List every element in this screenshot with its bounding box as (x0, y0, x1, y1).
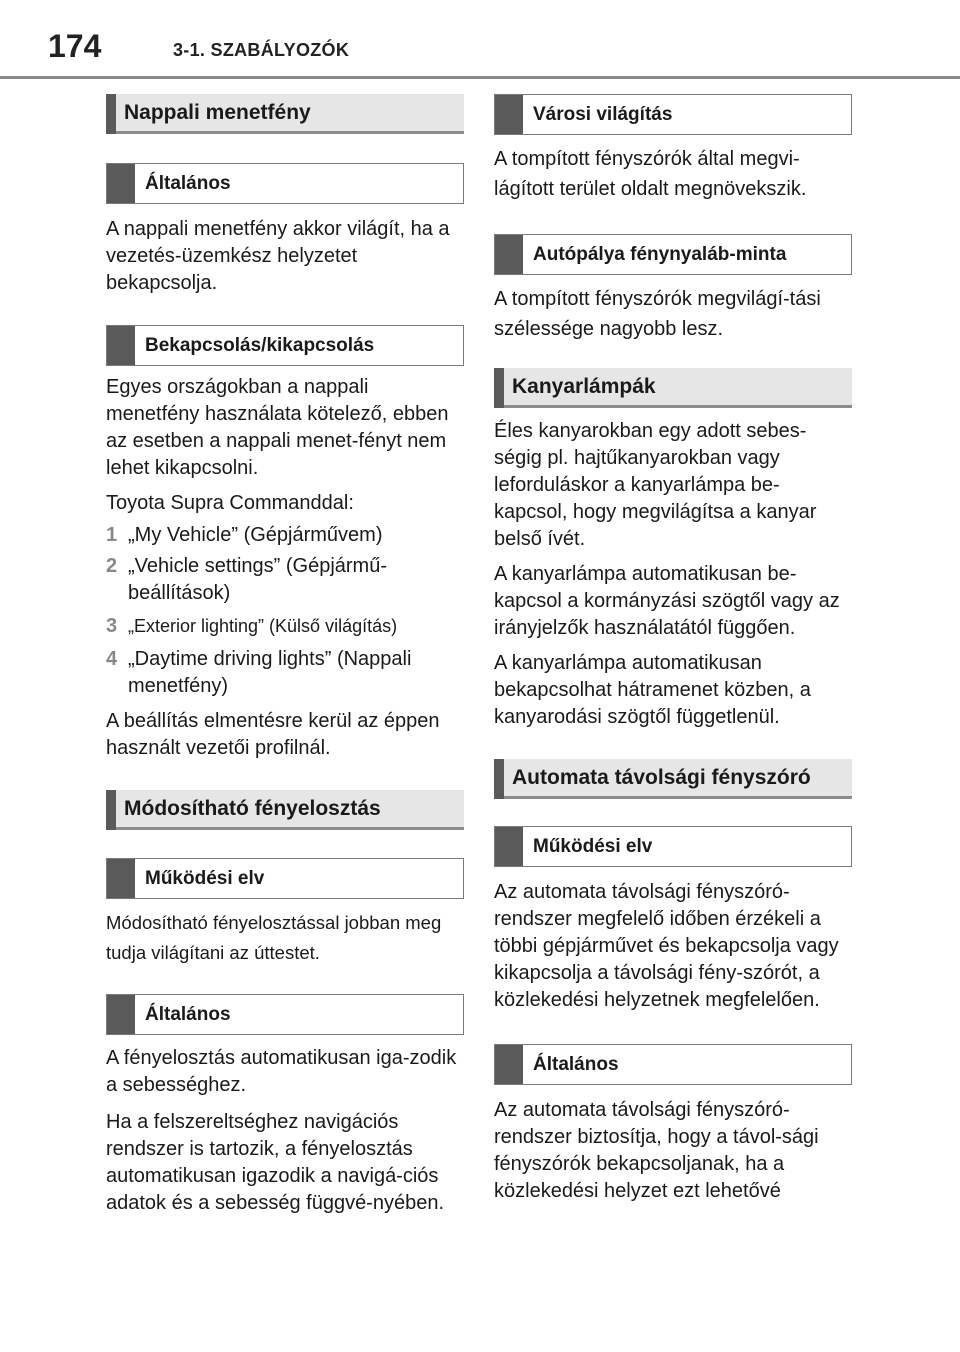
step-number: 2 (106, 555, 118, 577)
paragraph-principle: Módosítható fényelosztással jobban meg tudja világítani az úttestet. (106, 912, 442, 963)
section-heading-cornering: Kanyarlámpák (494, 368, 852, 408)
step-number: 3 (106, 615, 118, 637)
section-heading-auto-high-beam: Automata távolsági fényszóró (494, 759, 852, 799)
paragraph-cornering-3: A kanyarlámpa automatikusan bekapcsolhat hátramenet közben, a kanyarodási szögtől függetlenül. (494, 652, 811, 728)
step-text: „Exterior lighting” (Külső világítás) (128, 616, 398, 636)
page-number: 174 (48, 28, 102, 64)
paragraph-toyota-command: Toyota Supra Commanddal: (106, 492, 354, 514)
step-number: 1 (106, 524, 118, 546)
paragraph-general-3: Az automata távolsági fényszóró-rendszer biztosítja, hogy a távol-sági fényszórók bekapcsoljanak, ha a közlekedési helyzet ezt lehetővé (494, 1099, 819, 1202)
paragraph-general: A nappali menetfény akkor világít, ha a vezetés-üzemkész helyzetet bekapcsolja. (106, 218, 450, 294)
subheading-general-3: Általános (494, 1044, 852, 1085)
paragraph-highway-beam: A tompított fényszórók megvilágí-tási szélessége nagyobb lesz. (494, 288, 821, 340)
paragraph-speed-adapt: A fényelosztás automatikusan iga-zodik a sebességhez. (106, 1047, 457, 1096)
subheading-on-off: Bekapcsolás/kikapcsolás (106, 325, 464, 366)
paragraph-cornering-2: A kanyarlámpa automatikusan be-kapcsol a kormányzási szögtől vagy az irányjelzők használatától függően. (494, 563, 840, 639)
paragraph-principle-2: Az automata távolsági fényszóró-rendszer megfelelő időben érzékeli a többi gépjárművet és bekapcsolja vagy kikapcsolja a távolsági fény-szórót, a közlekedési helyzetnek megfelelően. (494, 881, 839, 1011)
subheading-principle: Működési elv (106, 858, 464, 899)
paragraph-profile-saved: A beállítás elmentésre kerül az éppen használt vezetői profilnál. (106, 710, 440, 759)
list-item (106, 646, 464, 700)
left-column (106, 94, 464, 1217)
right-column (494, 94, 852, 1205)
list-item (106, 553, 464, 607)
subheading-general: Általános (106, 163, 464, 204)
subheading-principle-2: Működési elv (494, 826, 852, 867)
step-text: „My Vehicle” (Gépjárművem) (128, 524, 383, 546)
subheading-general-2: Általános (106, 994, 464, 1035)
header-divider (0, 76, 960, 79)
step-number: 4 (106, 648, 118, 670)
section-heading-daytime: Nappali menetfény (106, 94, 464, 134)
paragraph-city-lighting: A tompított fényszórók által megvi-lágított terület oldalt megnövekszik. (494, 148, 807, 200)
paragraph-on-off: Egyes országokban a nappali menetfény használata kötelező, ebben az esetben a nappali menet-fényt nem lehet kikapcsolni. (106, 376, 449, 479)
list-item (106, 522, 464, 549)
section-heading-adaptive-light: Módosítható fényelosztás (106, 790, 464, 830)
page-header (0, 0, 960, 80)
paragraph-navigation: Ha a felszereltséghez navigációs rendszer is tartozik, a fényelosztás automatikusan igazodik a navigá-ciós adatok és a sebesség függvé-nyében. (106, 1111, 445, 1214)
step-text: „Vehicle settings” (Gépjármű-beállítások) (128, 555, 387, 604)
chapter-title: 3-1. SZABÁLYOZÓK (173, 40, 350, 60)
subheading-city-lighting: Városi világítás (494, 94, 852, 135)
subheading-highway-beam: Autópálya fénynyaláb-minta (494, 234, 852, 275)
step-text: „Daytime driving lights” (Nappali menetfény) (128, 648, 412, 697)
list-item (106, 613, 464, 640)
paragraph-cornering-1: Éles kanyarokban egy adott sebes-ségig pl. hajtűkanyarokban vagy leforduláskor a kanyarlámpa be-kapcsol, hogy megvilágítsa a kanyar belső ívét. (494, 420, 817, 550)
